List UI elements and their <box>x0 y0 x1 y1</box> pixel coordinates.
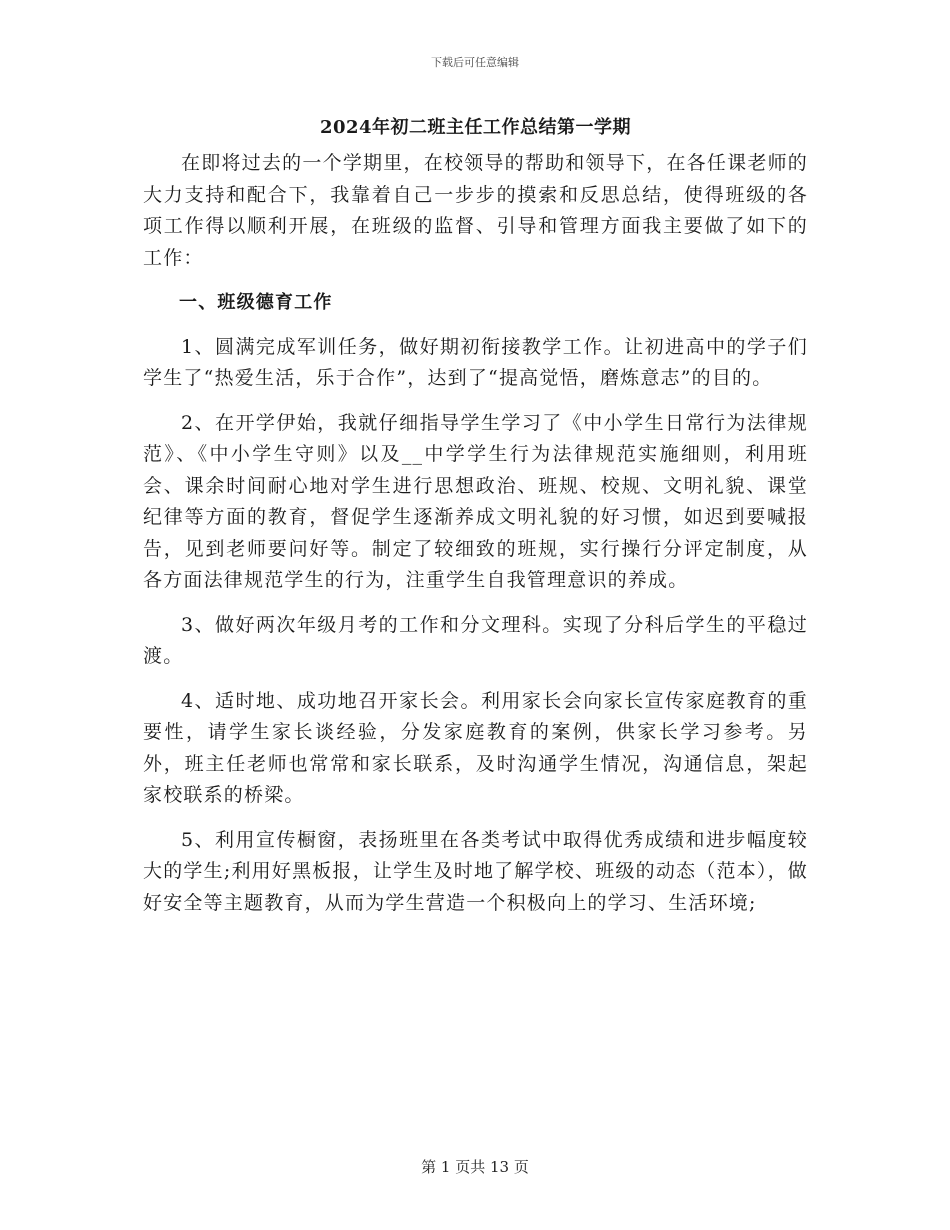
download-note: 下载后可任意编辑 <box>431 56 519 69</box>
list-item: 4、适时地、成功地召开家长会。利用家长会向家长宣传家庭教育的重要性，请学生家长谈经验，分发家庭教育的案例，供家长学习参考。另外，班主任老师也常常和家长联系，及时沟通学生情况，沟通信息，架起家校联系的桥梁。 <box>143 689 808 806</box>
intro-paragraph: 在即将过去的一个学期里，在校领导的帮助和领导下，在各任课老师的大力支持和配合下，我靠着自己一步步的摸索和反思总结，使得班级的各项工作得以顺利开展，在班级的监督、引导和管理方面我主要做了如下的工作： <box>143 152 808 269</box>
list-item: 2、在开学伊始，我就仔细指导学生学习了《中小学生日常行为法律规范》、《中小学生守则》以及__中学学生行为法律规范实施细则，利用班会、课余时间耐心地对学生进行思想政治、班规、校规、文明礼貌、课堂纪律等方面的教育，督促学生逐渐养成文明礼貌的好习惯，如迟到要喊报告，见到老师要问好等。制定了较细致的班规，实行操行分评定制度，从各方面法律规范学生的行为，注重学生自我管理意识的养成。 <box>143 411 808 591</box>
document-title: 2024年初二班主任工作总结第一学期 <box>319 117 632 138</box>
document-body <box>143 112 808 919</box>
list-item: 5、利用宣传橱窗，表扬班里在各类考试中取得优秀成绩和进步幅度较大的学生;利用好黑板报，让学生及时地了解学校、班级的动态（范本），做好安全等主题教育，从而为学生营造一个积极向上的学习、生活环境; <box>143 828 808 914</box>
list-item: 3、做好两次年级月考的工作和分文理科。实现了分科后学生的平稳过渡。 <box>143 613 808 667</box>
page-indicator: 第 1 页共 13 页 <box>421 1158 529 1176</box>
section-heading: 一、班级德育工作 <box>179 292 333 313</box>
list-item: 1、圆满完成军训任务，做好期初衔接教学工作。让初进高中的学子们学生了“热爱生活，乐于合作”，达到了“提高觉悟，磨炼意志”的目的。 <box>143 335 808 389</box>
